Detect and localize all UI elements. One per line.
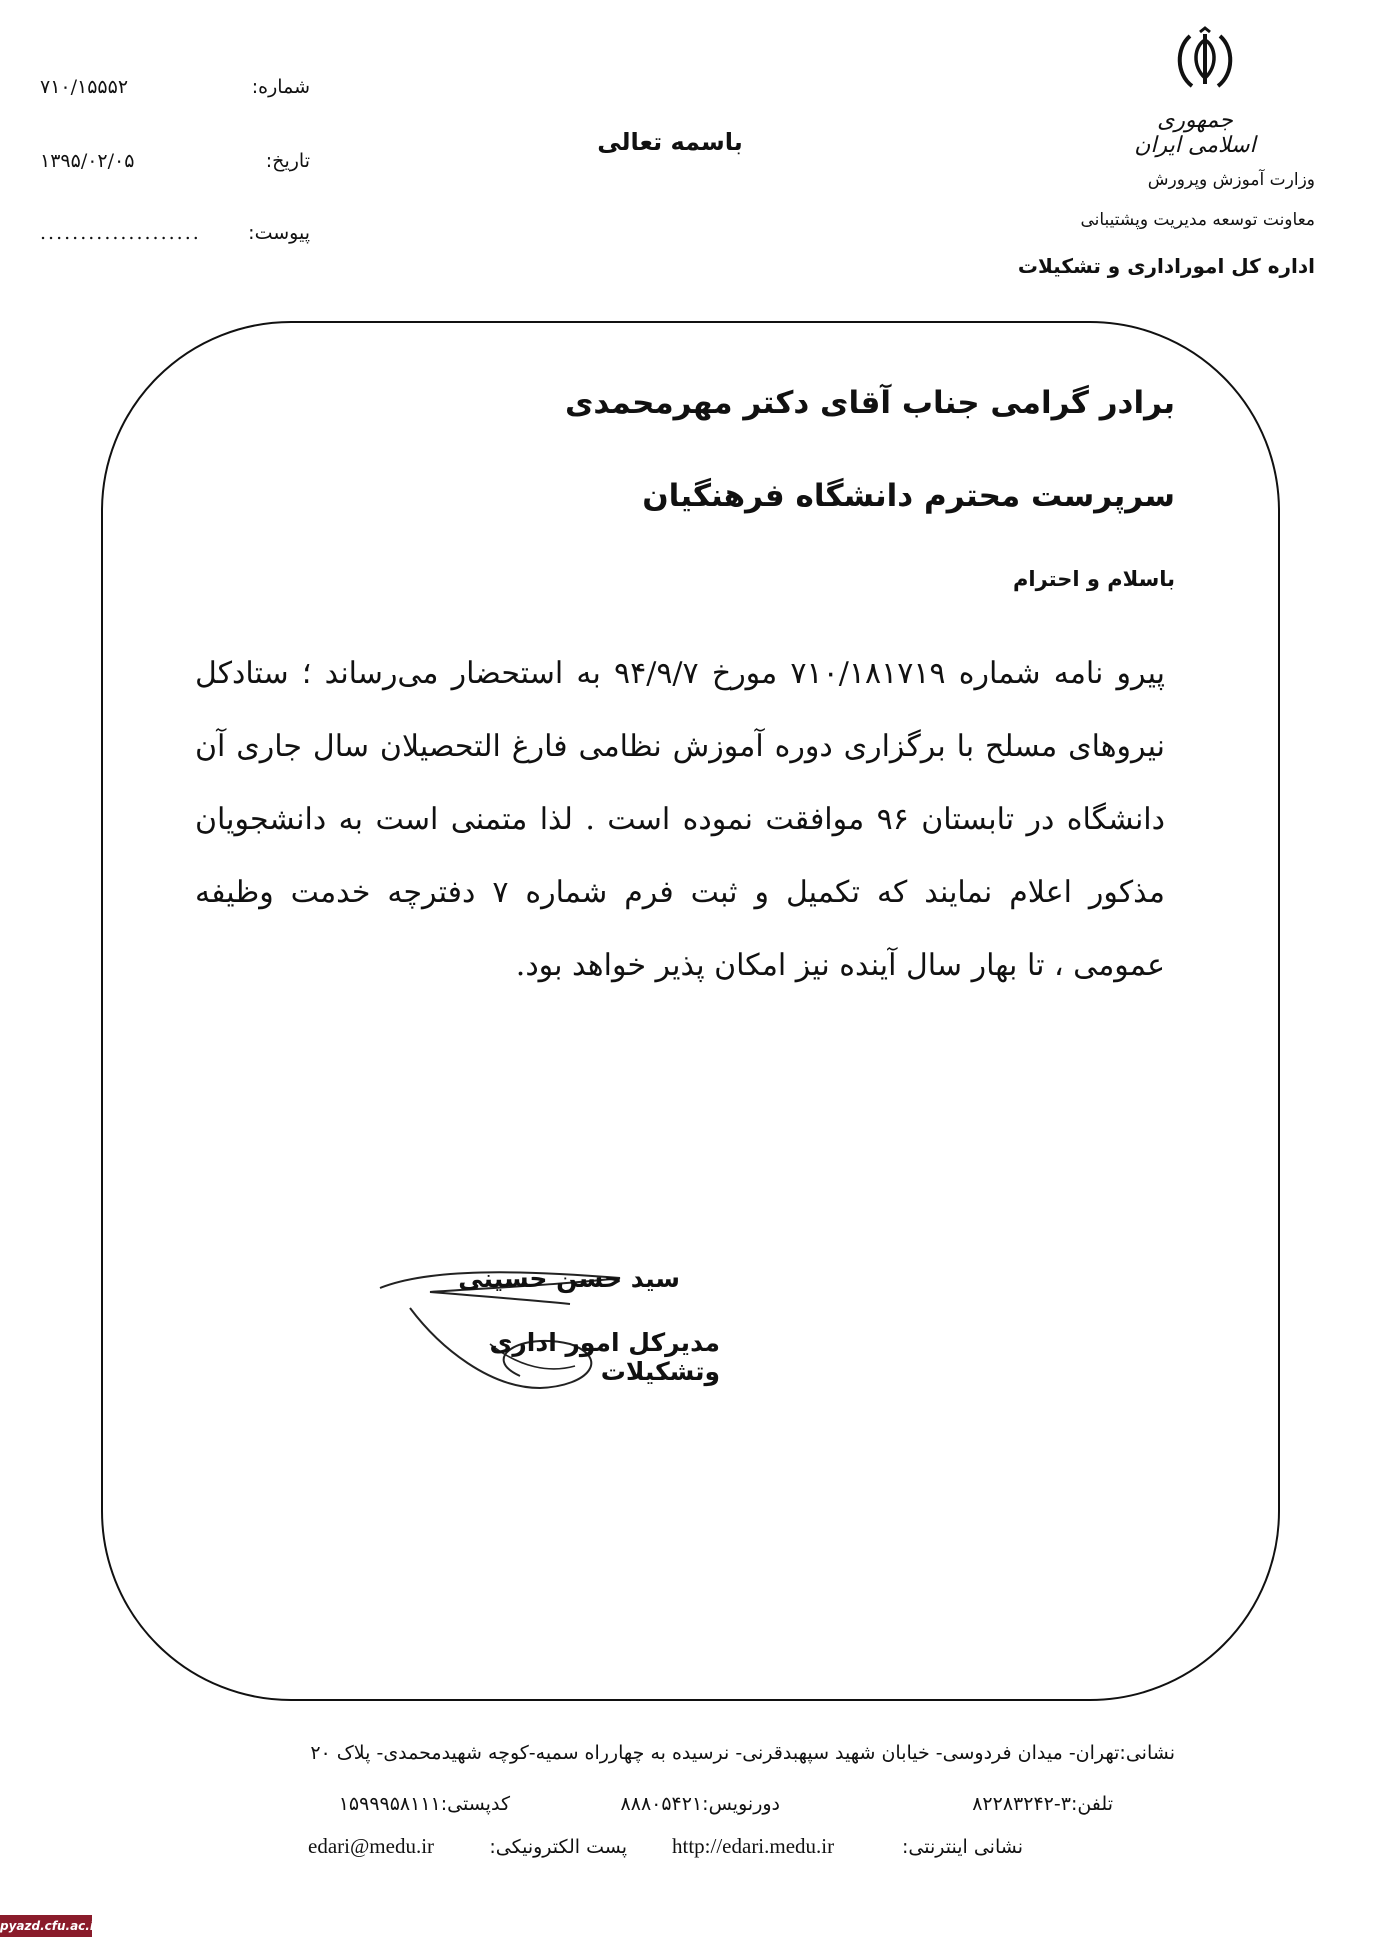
iri-emblem-icon <box>1170 26 1240 96</box>
number-value: ۷۱۰/۱۵۵۵۲ <box>40 76 129 98</box>
signer-title: مدیرکل امور اداری وتشکیلات <box>489 1328 720 1386</box>
letter-number <box>40 76 310 112</box>
department-name: اداره کل اموراداری و تشکیلات <box>1017 254 1315 278</box>
greeting: باسلام و احترام <box>1013 567 1175 591</box>
recipient-line-1: برادر گرامی جناب آقای دکتر مهرمحمدی <box>565 385 1175 421</box>
letter-attachment <box>40 222 310 258</box>
site-watermark: pyazd.cfu.ac.ir <box>0 1915 92 1937</box>
footer-email-link[interactable]: edari@medu.ir <box>308 1834 435 1858</box>
attachment-label: پیوست: <box>248 222 310 244</box>
attachment-value: .................... <box>40 222 201 244</box>
country-signature: جمهوری اسلامی ایران <box>1134 108 1256 158</box>
ministry-name: وزارت آموزش وپرورش <box>1147 170 1315 190</box>
letter-date <box>40 150 310 186</box>
letter-frame <box>101 321 1280 1701</box>
letter-body: پیرو نامه شماره ۷۱۰/۱۸۱۷۱۹ مورخ ۹۴/۹/۷ به استحضار می‌رساند ؛ ستادکل نیروهای مسلح با برگزاری دوره آموزش نظامی فارغ التحصیلان سال جاری آن دانشگاه در تابستان ۹۶ موافقت نموده است . لذا متمنی است به دانشجویان مذکور اعلام نمایند که تکمیل و ثبت فرم شماره ۷ دفترچه خدمت وظیفه عمومی ، تا بهار سال آینده نیز امکان پذیر خواهد بود. <box>195 656 1165 983</box>
footer-website-label: نشانی اینترنتی: <box>902 1836 1023 1858</box>
recipient-line-2: سرپرست محترم دانشگاه فرهنگیان <box>642 478 1175 514</box>
date-label: تاریخ: <box>265 150 310 172</box>
deputy-name: معاونت توسعه مدیریت وپشتیبانی <box>1080 210 1315 230</box>
bismillah-heading: باسمه تعالی <box>597 128 743 156</box>
date-value: ۱۳۹۵/۰۲/۰۵ <box>40 150 135 172</box>
number-label: شماره: <box>251 76 310 98</box>
footer-postal-code: کدپستی:۱۵۹۹۹۵۸۱۱۱ <box>338 1793 510 1815</box>
footer-website-link[interactable]: http://edari.medu.ir <box>672 1834 835 1858</box>
footer-address: نشانی:تهران- میدان فردوسی- خیابان شهید سپهبدقرنی- نرسیده به چهارراه سمیه-کوچه شهیدمحمدی- پلاک ۲۰ <box>310 1742 1175 1764</box>
footer-phone: تلفن:۳-۸۲۲۸۳۲۴۲ <box>972 1793 1113 1815</box>
footer-fax: دورنویس:۸۸۸۰۵۴۲۱ <box>620 1793 780 1815</box>
signer-name: سید حسن حسینی <box>458 1264 680 1293</box>
footer-email-label: پست الکترونیکی: <box>489 1836 627 1858</box>
